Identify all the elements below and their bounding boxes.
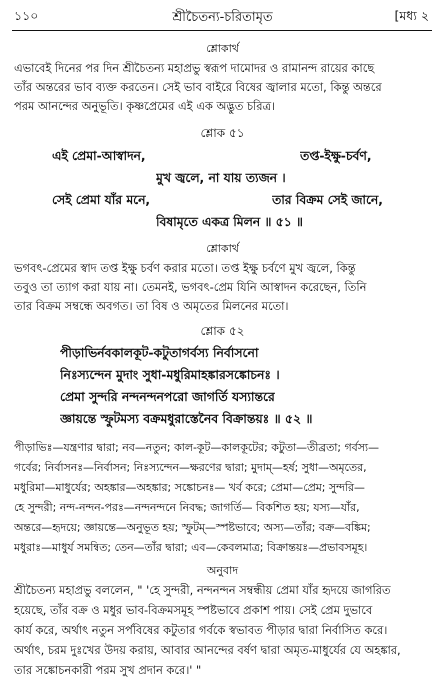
purport-line: তার বিক্রম সম্বন্ধে অবগত। তা বিষ ও অমৃতের মিলনের মতো। bbox=[14, 299, 289, 313]
verse-line: বিষামৃতে একত্র মিলন ॥ ৫১ ॥ bbox=[156, 215, 303, 229]
page-header bbox=[0, 0, 445, 34]
page-number: ১১০ bbox=[14, 8, 39, 23]
synonym-line: পীড়াভিঃ—যন্ত্রণার দ্বারা; নব—নতুন; কাল-কূট—কালকূটের; কটুতা—তীব্রতা; গর্বস্য— bbox=[14, 441, 379, 454]
section-marker: [মধ্য ২ bbox=[394, 8, 429, 23]
synonym-line: অন্তরে—হৃদয়ে; জ্ঞায়ন্তে—অনুভূত হয়; স্ফুটম্—স্পষ্টভাবে; অস্য—তাঁর; বক্র—বঙ্কিম; bbox=[14, 521, 371, 534]
verse-line: সেই প্রেমা যাঁর মনে, bbox=[52, 193, 151, 207]
purport-line: তবুও তা ত্যাগ করা যায় না। তেমনই, ভগবৎ-প্রেম যিনি আস্বাদন করেছেন, তিনি bbox=[14, 280, 367, 294]
sanskrit-line: নিঃস্যন্দেন মুদাং সুধা-মধুরিমাহঙ্কারসঙ্কোচনঃ । bbox=[60, 367, 280, 382]
purport-line: পরম আনন্দের অনুভূতি। কৃষ্ণপ্রেমের এই এক অদ্ভুত চরিত্র। bbox=[14, 99, 276, 113]
verse-line: তপ্ত-ইক্ষু-চর্বণ, bbox=[300, 149, 372, 163]
purport-heading: শ্লোকার্থ bbox=[206, 242, 239, 255]
purport-line: এভাবেই দিনের পর দিন শ্রীচৈতন্য মহাপ্রভু স্বরূপ দামোদর ও রামানন্দ রায়ের কাছে bbox=[14, 61, 375, 75]
verse-line: মুখ জ্বলে, না যায় ত্যজন । bbox=[156, 171, 286, 185]
sanskrit-line: পীড়াভির্নবকালকূট-কটুতাগর্বস্য নির্বাসনো bbox=[60, 345, 259, 360]
running-title: শ্রীচৈতন্য-চরিতামৃত bbox=[172, 10, 273, 25]
synonym-line: গর্বের; নির্বাসনঃ—নির্বাসন; নিঃস্যন্দেন—ক্ষরণের দ্বারা; মুদাম্—হর্ষ; সুধা—অমৃতের, bbox=[14, 461, 367, 474]
verse-line: এই প্রেমা-আস্বাদন, bbox=[52, 149, 146, 163]
translation-line: হয়েছে, তাঁর বক্র ও মধুর ভাব-বিক্রমসমূহ স্পষ্টভাবে প্রকাশ পায়। সেই প্রেম দুভাবে bbox=[14, 603, 373, 617]
verse-line: তার বিক্রম সেই জানে, bbox=[272, 193, 383, 207]
verse-heading: শ্লোক ৫২ bbox=[200, 324, 245, 338]
translation-line: তার সঙ্কোচনকারী পরম সুখ প্রদান করে।' " bbox=[14, 663, 202, 677]
purport-heading: শ্লোকার্থ bbox=[206, 42, 239, 55]
sanskrit-line: প্রেমা সুন্দরি নন্দনন্দনপরো জাগর্তি যস্যান্তরে bbox=[60, 389, 275, 404]
purport-line: তাঁর অন্তরের ভাব ব্যক্ত করতেন। সেই ভাব বাইরে বিষের জ্বালার মতো, কিন্তু অন্তরে bbox=[14, 80, 382, 94]
translation-line: শ্রীচৈতন্য মহাপ্রভু বললেন, " 'হে সুন্দরী, নন্দনন্দন সম্বন্ধীয় প্রেমা যাঁর হৃদয়ে জাগরিত bbox=[14, 583, 391, 597]
translation-line: অর্থাৎ, চরম দুঃখের উদয় করায়, আবার আনন্দের বর্ষণ দ্বারা অমৃত-মাধুর্যের যে অহঙ্কার, bbox=[14, 643, 401, 657]
synonym-line: মধুরিমা—মাধুর্যের; অহঙ্কার—অহঙ্কার; সঙ্কোচনঃ— খর্ব করে; প্রেমা—প্রেম; সুন্দরি— bbox=[14, 481, 365, 494]
synonym-line: মধুরাঃ—মাধুর্য সমন্বিত; তেন—তাঁর দ্বারা; এব—কেবলমাত্র; বিক্রান্তয়ঃ—প্রভাবসমূহ। bbox=[14, 541, 368, 554]
sanskrit-line: জ্ঞায়ন্তে স্ফুটমস্য বক্রমধুরাস্তেনৈব বিক্রান্তয়ঃ ॥ ৫২ ॥ bbox=[60, 411, 313, 426]
synonym-line: হে সুন্দরী; নন্দ-নন্দন-পরঃ—নন্দনন্দনে নিবদ্ধ; জাগর্তি— বিকশিত হয়; যস্য—যাঁর, bbox=[14, 501, 360, 514]
header-rule bbox=[12, 30, 432, 31]
purport-line: ভগবৎ-প্রেমের স্বাদ তপ্ত ইক্ষু চর্বণ করার মতো। তপ্ত ইক্ষু চর্বণে মুখ জ্বলে, কিন্তু bbox=[14, 261, 356, 275]
translation-heading: অনুবাদ bbox=[206, 564, 239, 577]
translation-line: কার্য করে, অর্থাৎ নতুন সর্পবিষের কটুতার গর্বকে স্বভাবত পীড়ার দ্বারা নির্বাসিত করে। bbox=[14, 623, 388, 637]
verse-heading: শ্লোক ৫১ bbox=[200, 126, 245, 140]
